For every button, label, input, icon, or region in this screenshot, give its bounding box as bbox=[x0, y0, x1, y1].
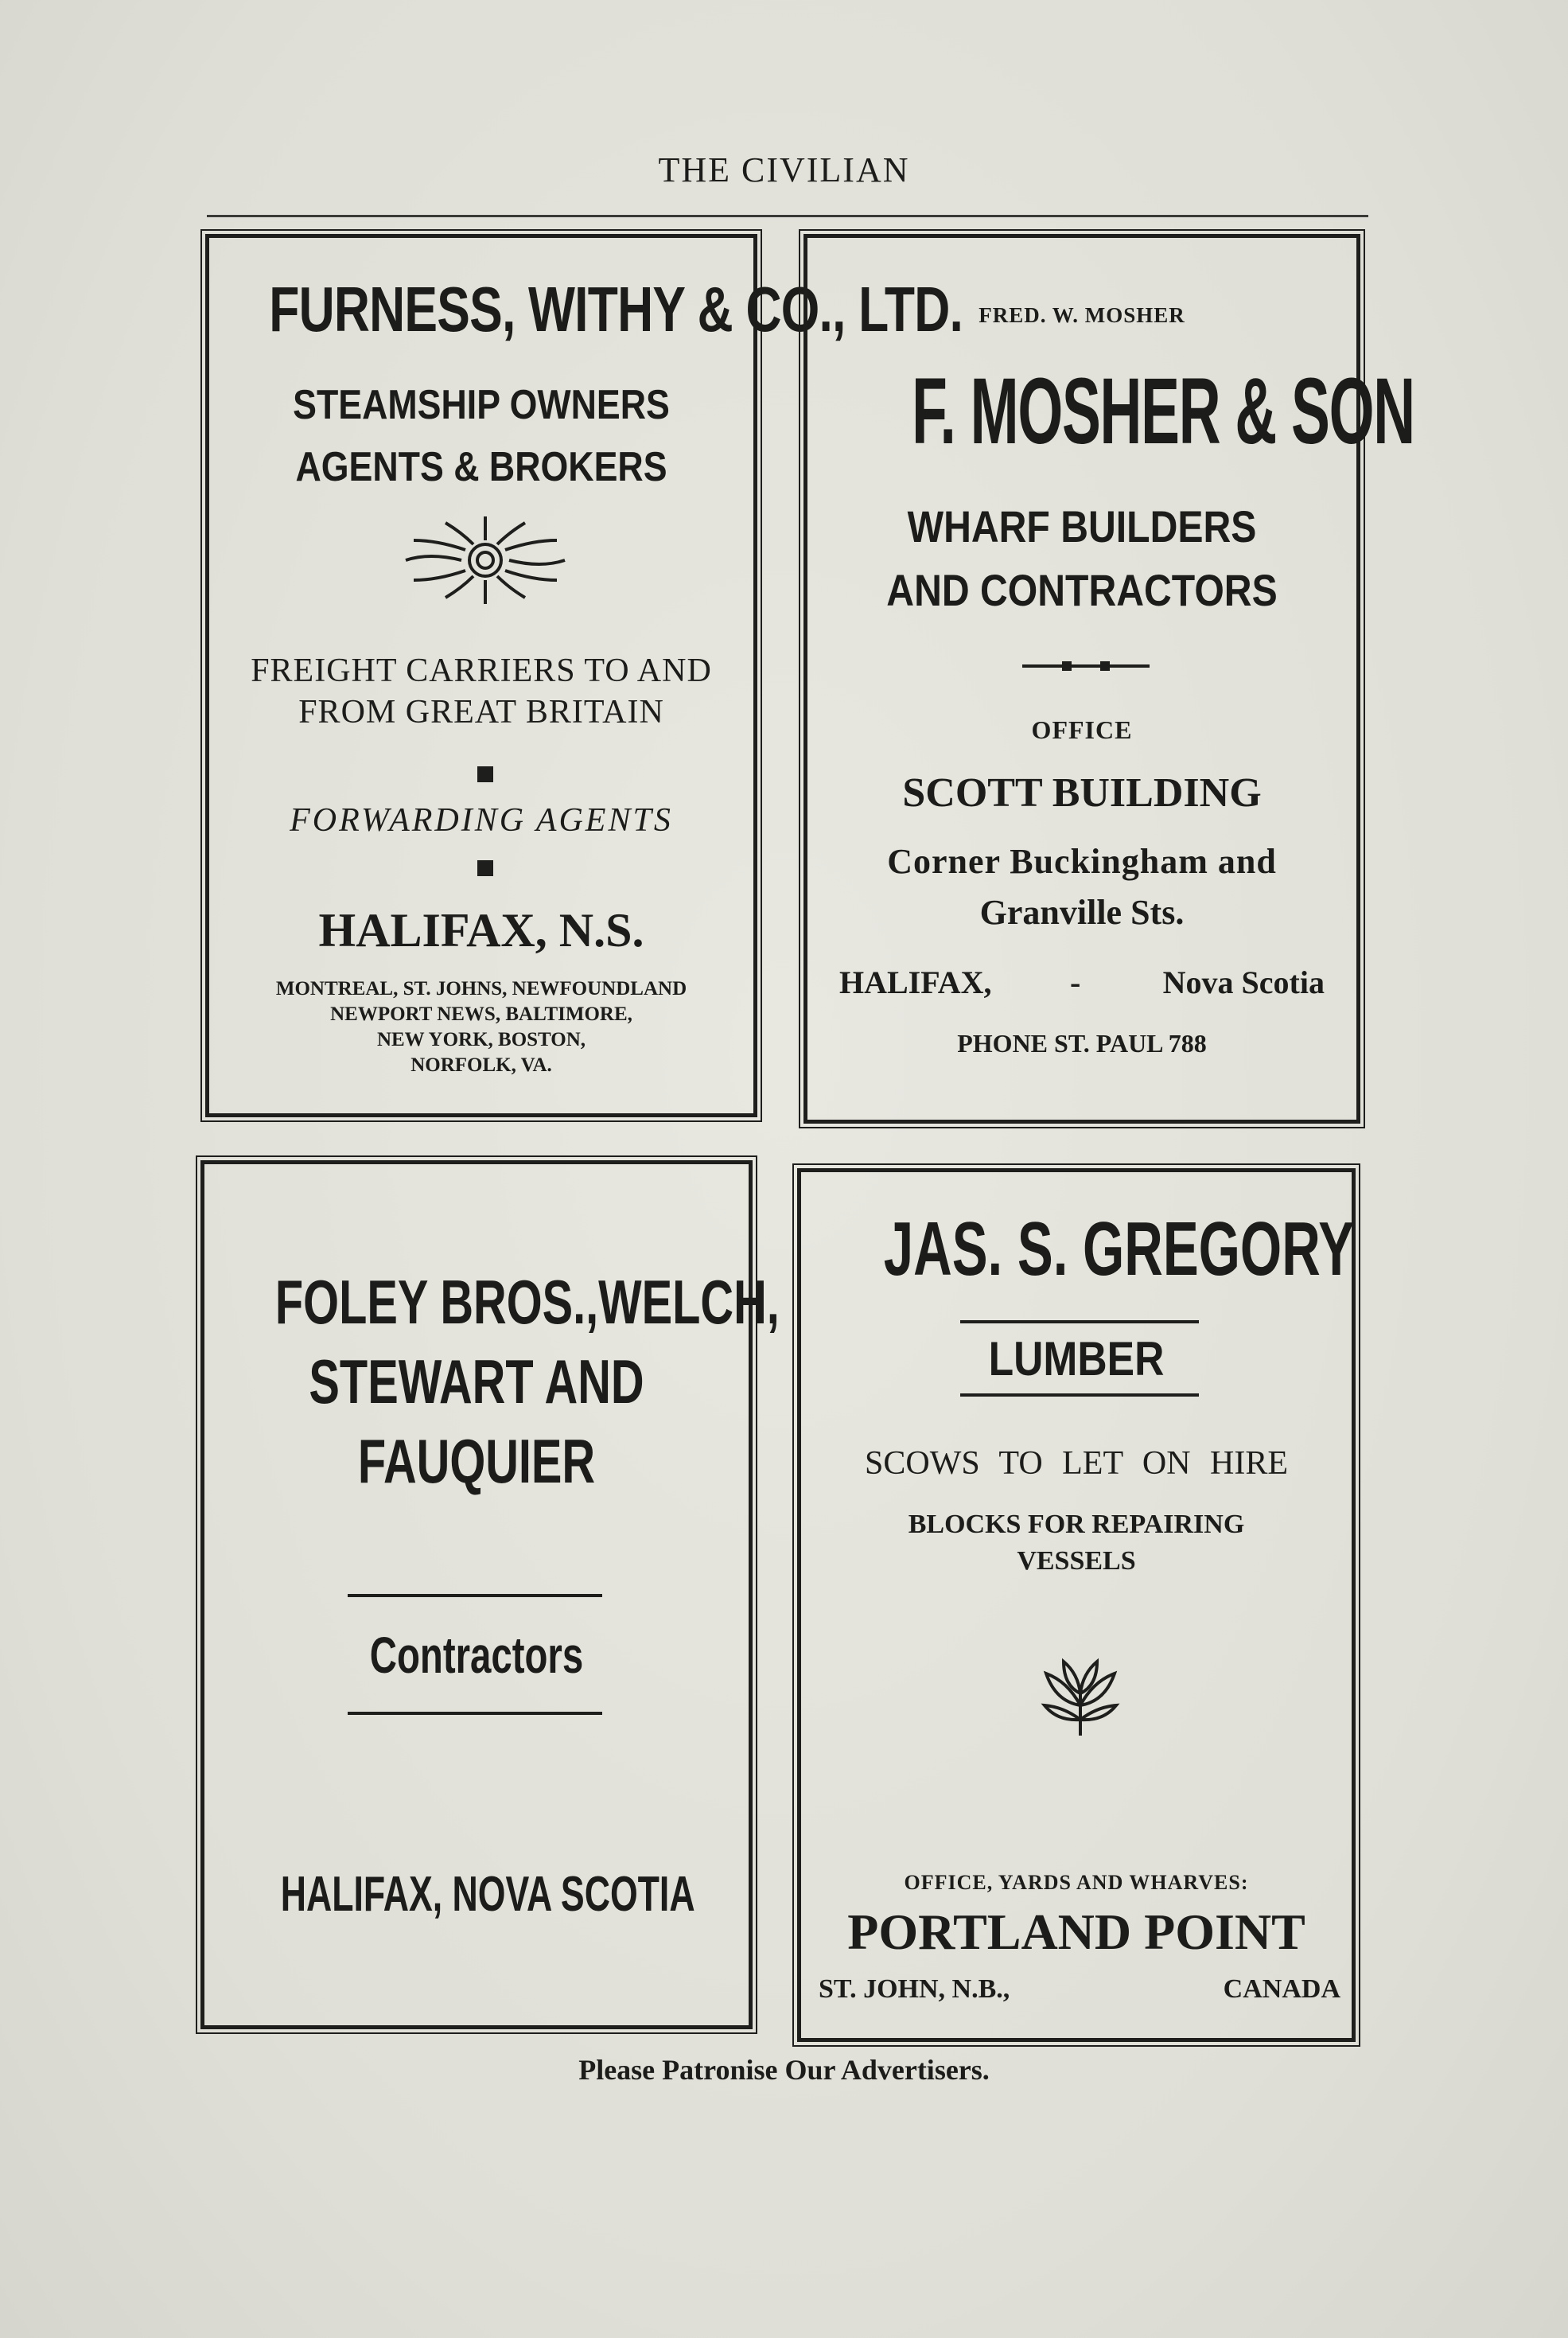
divider-ornament-icon bbox=[1022, 658, 1150, 674]
ad-mosher-line1: WHARF BUILDERS bbox=[907, 501, 1257, 551]
ad-furness-branches4: NORFOLK, VA. bbox=[410, 1054, 552, 1076]
ad-furness-line1: STEAMSHIP OWNERS bbox=[293, 382, 670, 428]
ad-mosher-phone: PHONE ST. PAUL 788 bbox=[957, 1029, 1207, 1058]
divider-rule bbox=[348, 1594, 602, 1597]
ad-furness-company: FURNESS, WITHY & CO., LTD. bbox=[269, 274, 963, 345]
ad-furness-branches2: NEWPORT NEWS, BALTIMORE, bbox=[330, 1003, 632, 1025]
sunburst-ornament-icon bbox=[398, 516, 573, 604]
ad-furness-forwarding: FORWARDING AGENTS bbox=[290, 802, 673, 839]
ad-furness-line2: AGENTS & BROKERS bbox=[295, 444, 667, 490]
ad-gregory-location: PORTLAND POINT bbox=[847, 1904, 1305, 1960]
page-footer: Please Patronise Our Advertisers. bbox=[578, 2054, 990, 2086]
ad-foley-name3: FAUQUIER bbox=[357, 1426, 596, 1496]
ad-mosher-province: Nova Scotia bbox=[1162, 964, 1325, 1000]
page-header-title: THE CIVILIAN bbox=[658, 150, 910, 189]
square-bullet-icon bbox=[477, 860, 493, 876]
header-rule bbox=[207, 215, 1368, 217]
ad-foley-city: HALIFAX, NOVA SCOTIA bbox=[280, 1867, 695, 1922]
leaf-ornament-icon bbox=[1040, 1658, 1121, 1739]
ad-furness-freight2: FROM GREAT BRITAIN bbox=[298, 694, 664, 731]
ad-furness-branches1: MONTREAL, ST. JOHNS, NEWFOUNDLAND bbox=[275, 978, 687, 999]
ad-mosher-line2: AND CONTRACTORS bbox=[886, 565, 1278, 615]
ad-gregory-city: ST. JOHN, N.B., bbox=[819, 1974, 1010, 2004]
square-bullet-icon bbox=[477, 766, 493, 782]
ad-furness-withy bbox=[205, 234, 963, 1117]
ad-mosher-dash: - bbox=[1070, 964, 1081, 1000]
ad-mosher-building: SCOTT BUILDING bbox=[902, 770, 1262, 816]
ad-gregory-city-row bbox=[819, 1974, 1340, 2005]
ad-mosher-office-label: OFFICE bbox=[1031, 715, 1133, 744]
divider-rule bbox=[960, 1320, 1199, 1323]
ad-mosher bbox=[803, 234, 1414, 1124]
ad-mosher-city-row bbox=[839, 964, 1325, 1001]
ad-gregory-country: CANADA bbox=[1223, 1974, 1340, 2004]
ad-gregory-line2: BLOCKS FOR REPAIRING bbox=[908, 1510, 1245, 1539]
ad-gregory-offices: OFFICE, YARDS AND WHARVES: bbox=[904, 1871, 1249, 1894]
ad-gregory-company: JAS. S. GREGORY bbox=[883, 1206, 1355, 1292]
ad-mosher-address2: Granville Sts. bbox=[979, 893, 1185, 932]
ad-gregory-line3: VESSELS bbox=[1017, 1546, 1136, 1576]
ad-gregory-product: LUMBER bbox=[988, 1332, 1165, 1385]
ad-foley-bros bbox=[200, 1160, 780, 2029]
ad-furness-branches3: NEW YORK, BOSTON, bbox=[376, 1029, 586, 1050]
ad-mosher-proprietor: FRED. W. MOSHER bbox=[979, 303, 1185, 327]
ad-furness-freight1: FREIGHT CARRIERS TO AND bbox=[251, 653, 712, 689]
ad-furness-city: HALIFAX, N.S. bbox=[318, 904, 644, 957]
ad-mosher-company: F. MOSHER & SON bbox=[912, 359, 1414, 464]
divider-rule bbox=[960, 1393, 1199, 1397]
ad-foley-name1: FOLEY BROS.,WELCH, bbox=[274, 1267, 780, 1337]
ad-gregory bbox=[797, 1168, 1356, 2042]
ad-mosher-address1: Corner Buckingham and bbox=[887, 842, 1277, 881]
divider-rule bbox=[348, 1712, 602, 1715]
ad-mosher-city: HALIFAX, bbox=[839, 964, 992, 1000]
ad-foley-trade: Contractors bbox=[369, 1627, 584, 1684]
ad-gregory-line1: SCOWS TO LET ON HIRE bbox=[864, 1445, 1289, 1482]
ad-foley-name2: STEWART AND bbox=[309, 1346, 644, 1416]
